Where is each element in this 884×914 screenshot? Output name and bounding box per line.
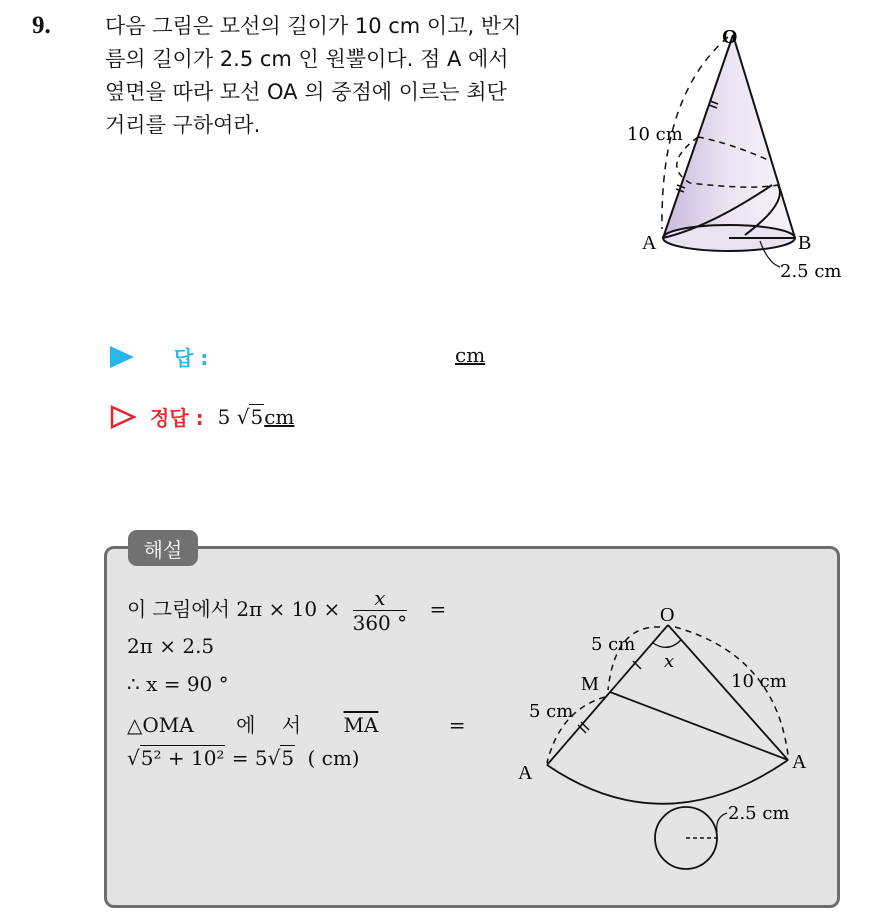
correct-sqrt: √5 — [236, 404, 264, 429]
question-line-1: 다음 그림은 모선의 길이가 10 cm 이고, 반지 — [105, 14, 522, 38]
solution-line-1 — [127, 586, 446, 635]
solution-line-5-mid: = 5 — [231, 746, 268, 770]
cone-surface — [663, 35, 795, 251]
sector-right-radius — [668, 625, 788, 760]
solution-line-1-equals: = — [429, 597, 447, 621]
solution-tag: 해설 — [128, 530, 198, 566]
correct-coef: 5 — [217, 404, 231, 429]
sqrt-expression: √5² + 10² — [127, 746, 225, 770]
sqrt-result: √5 — [267, 746, 295, 770]
solution-line-5 — [127, 746, 360, 770]
cone-label-a: A — [642, 232, 657, 254]
correct-row — [110, 402, 294, 431]
solution-line-3: ∴ x = 90 ° — [127, 672, 229, 696]
correct-rad: 5 — [250, 404, 264, 429]
question-line-2: 름의 길이가 2.5 cm 인 원뿔이다. 점 A 에서 — [105, 47, 509, 71]
solution-word-seo: 서 — [281, 713, 302, 737]
sector-label-o: O — [660, 604, 675, 626]
fraction-denominator: 360 ° — [352, 611, 408, 635]
correct-label: 정답 : — [150, 406, 204, 430]
question-line-4: 거리를 구하여라. — [105, 113, 261, 137]
outline-triangle-icon — [110, 405, 136, 429]
sector-label-a-left: A — [518, 762, 533, 784]
answer-unit: cm — [455, 343, 486, 367]
sector-label-5cm-top: 5 cm — [591, 634, 636, 655]
sector-label-a-right: A — [792, 751, 807, 773]
sqrt-radicand: 5² + 10² — [140, 746, 225, 770]
solution-line-4 — [127, 709, 465, 738]
solution-line-4-equals: = — [448, 713, 466, 737]
answer-row — [110, 342, 208, 371]
fraction-numerator: x — [353, 586, 408, 611]
correct-value — [218, 405, 295, 429]
solution-fraction — [353, 586, 408, 635]
question-number: 9. — [32, 12, 51, 39]
answer-label: 답 : — [174, 346, 209, 370]
sector-label-m: M — [581, 673, 599, 695]
sector-arc — [547, 760, 788, 804]
sector-label-10cm: 10 cm — [731, 671, 787, 692]
play-triangle-icon — [110, 346, 134, 368]
solution-line-5-unit: ( cm) — [307, 746, 360, 770]
triangle-oma: △OMA — [127, 713, 194, 737]
segment-ma-line — [610, 692, 788, 760]
sector-figure — [505, 595, 825, 885]
solution-word-e: 에 — [236, 713, 256, 737]
cone-label-o: O — [722, 26, 738, 48]
sector-label-x: x — [664, 651, 675, 672]
cone-label-slant: 10 cm — [627, 124, 683, 145]
solution-line-1-prefix: 이 그림에서 2π × 10 × — [127, 597, 341, 621]
question-text — [105, 10, 595, 142]
sqrt-result-radicand: 5 — [281, 746, 295, 770]
sector-label-5cm-bottom: 5 cm — [529, 701, 574, 722]
cone-label-b: B — [798, 232, 812, 254]
correct-unit: cm — [264, 404, 295, 429]
sector-label-radius: 2.5 cm — [728, 803, 790, 824]
cone-figure — [600, 15, 870, 290]
segment-ma: $\overline{MA}$ — [343, 713, 379, 737]
cone-label-radius: 2.5 cm — [780, 261, 842, 282]
solution-line-2: 2π × 2.5 — [127, 634, 215, 658]
question-line-3: 옆면을 따라 모선 OA 의 중점에 이르는 최단 — [105, 80, 507, 104]
